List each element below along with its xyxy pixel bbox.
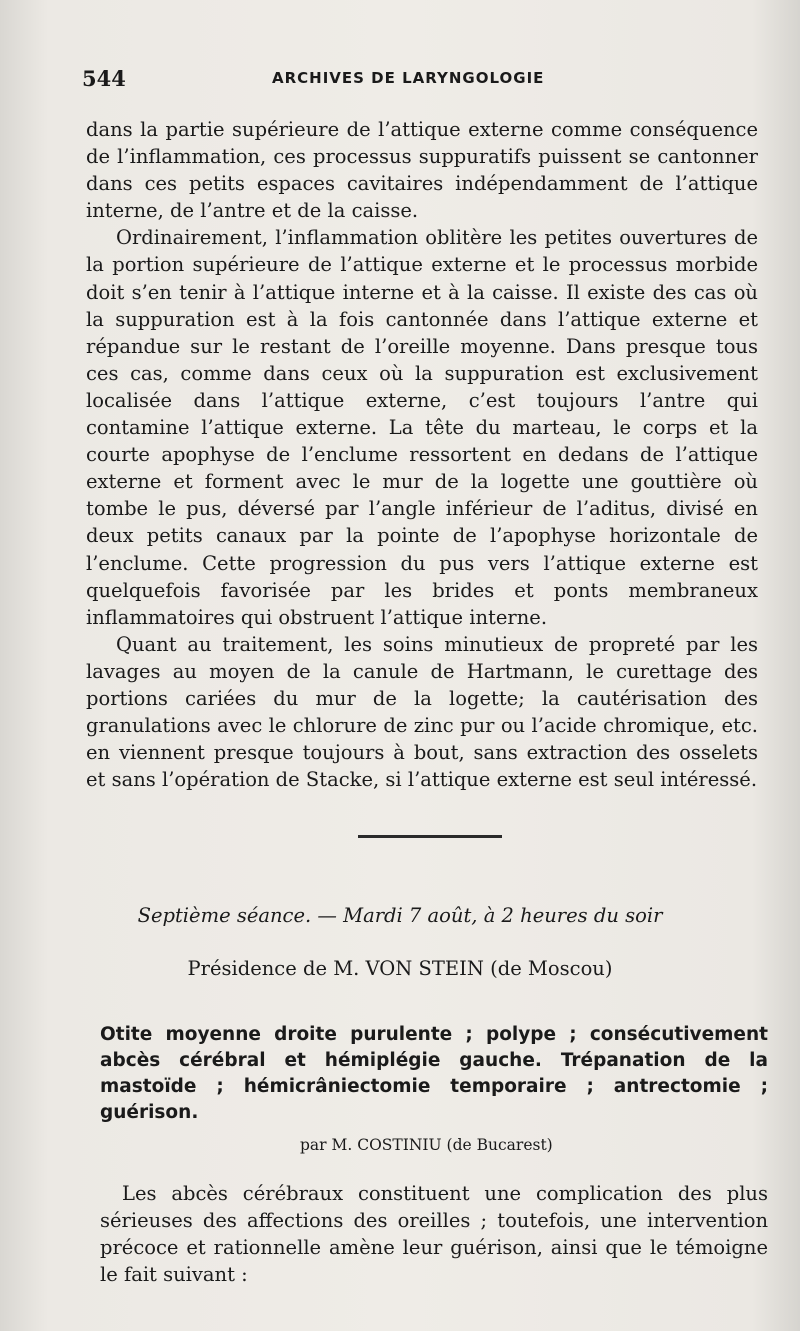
paragraph: Quant au traitement, les soins minutieux de propreté par les lavages au moyen de la canule de Hartmann, le curettage des portions cariées du mur de la logette; la cautérisation des granulations avec le chlorure de zinc pur ou l’acide chromique, etc. en viennent presque toujours à bout, sans extraction des osselets et sans l’opération de Stacke, si l’attique externe est seul intéressé. <box>86 632 758 792</box>
section-divider <box>358 835 502 838</box>
article-title: Otite moyenne droite purulente ; polype ; consécutivement abcès cérébral et hémiplégie gauche. Trépanation de la mastoïde ; hémicrâniectomie temporaire ; antrectomie ; guérison. <box>100 1024 768 1123</box>
article-author: par M. COSTINIU (de Bucarest) <box>300 1136 553 1154</box>
page-header <box>82 66 762 96</box>
presidence-heading: Présidence de M. VON STEIN (de Moscou) <box>187 957 613 980</box>
article-intro <box>100 1180 768 1288</box>
paragraph: Les abcès cérébraux constituent une complication des plus sérieuses des affections des oreilles ; toutefois, une intervention précoce et rationnelle amène leur guérison, ainsi que le témoigne le fait suivant : <box>100 1182 768 1286</box>
paragraph-continuation: dans la partie supérieure de l’attique externe comme conséquence de l’inflammation, ces processus suppuratifs puissent se cantonner dans ces petits espaces cavitaires indépendamment de l’attique interne, de l’antre et de la caisse. <box>86 118 758 223</box>
body-text <box>86 116 758 793</box>
running-title: ARCHIVES DE LARYNGOLOGIE <box>272 69 545 87</box>
session-heading: Septième séance. — Mardi 7 août, à 2 heures du soir <box>137 904 663 927</box>
page-number: 544 <box>82 66 126 91</box>
paragraph: Ordinairement, l’inflammation oblitère les petites ouvertures de la portion supérieure de l’attique externe et le processus morbide doit s’en tenir à l’attique interne et à la caisse. Il existe des cas où la suppuration est à la fois cantonnée dans l’attique externe et répandue sur le restant de l’oreille moyenne. Dans presque tous ces cas, comme dans ceux où la suppuration est exclusivement localisée dans l’attique externe, c’est toujours l’antre qui contamine l’attique externe. La tête du marteau, le corps et la courte apophyse de l’enclume ressortent en dedans de l’attique externe et forment avec le mur de la logette une gouttière où tombe le pus, déversé par l’angle inférieur de l’aditus, divisé en deux petits canaux par la pointe de l’apophyse horizontale de l’enclume. Cette progression du pus vers l’attique externe est quelquefois favorisée par les brides et ponts membraneux inflammatoires qui obstruent l’attique interne. <box>86 226 758 629</box>
